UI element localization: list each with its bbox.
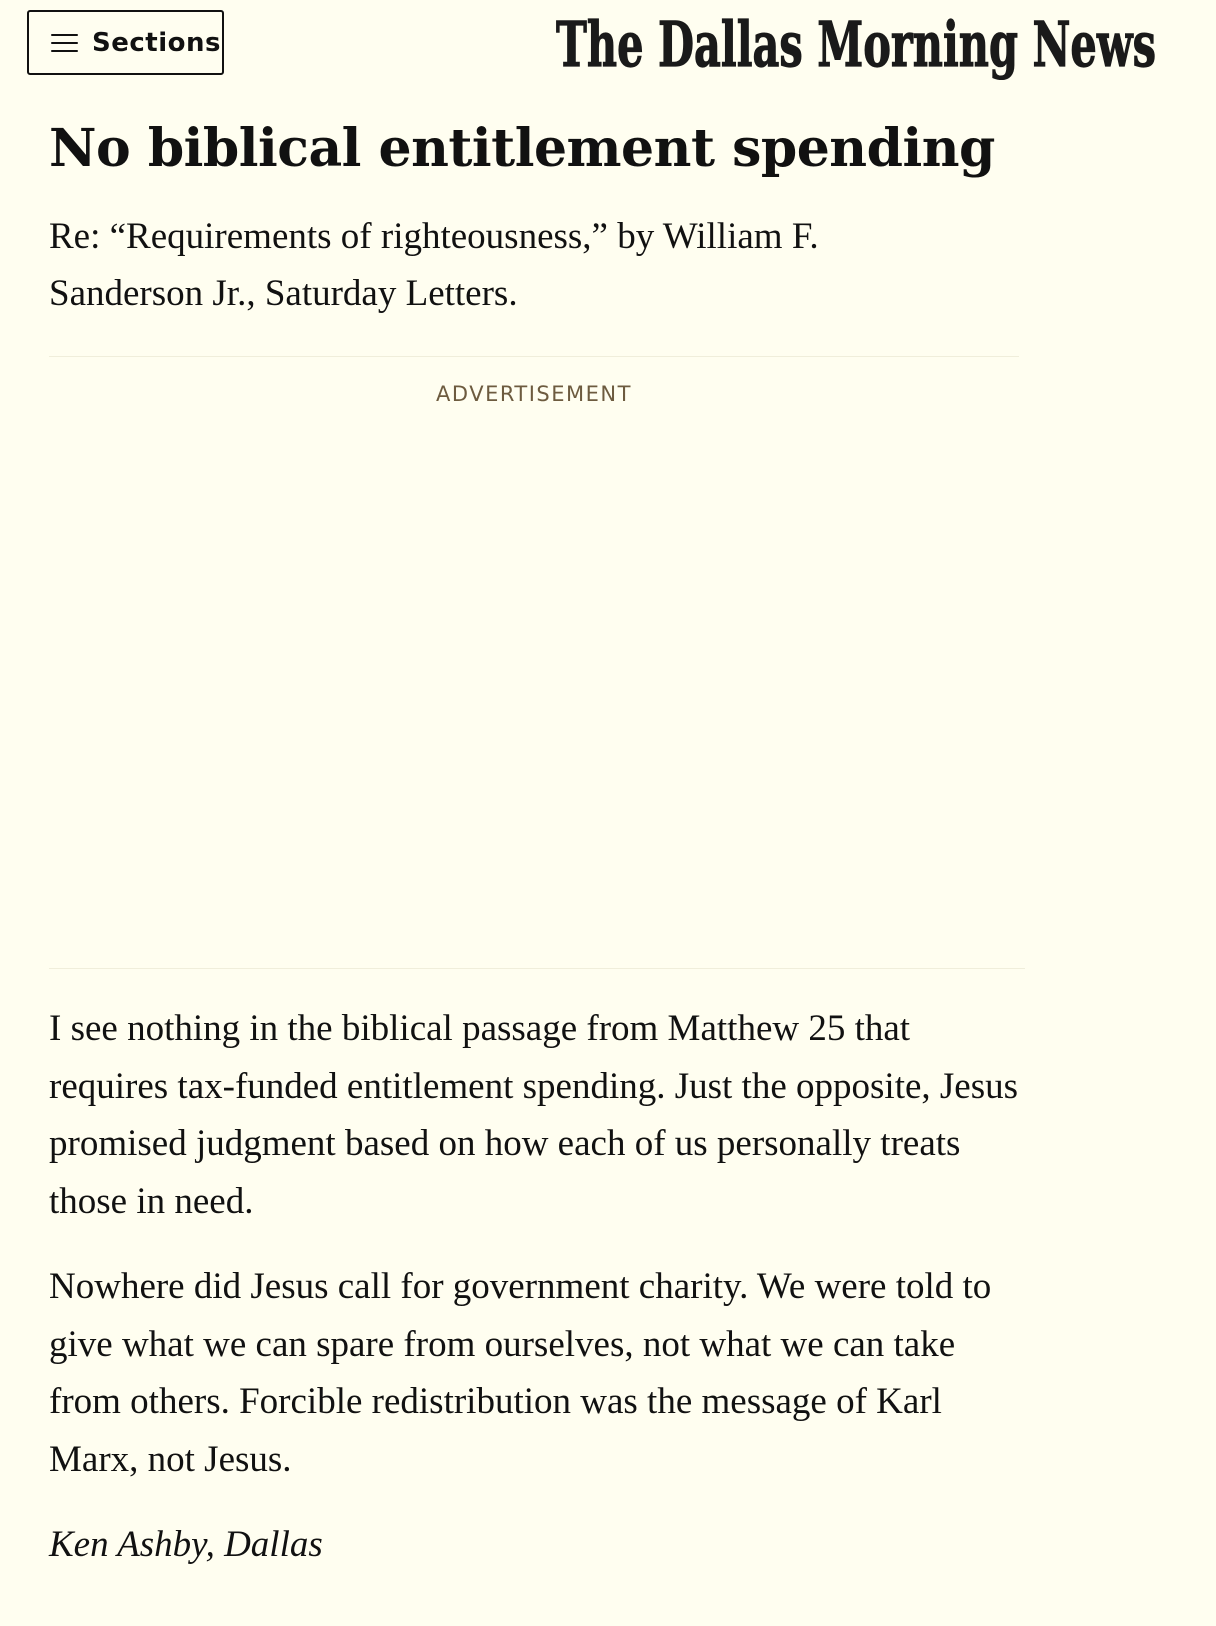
article-intro: Re: “Requirements of righteousness,” by William F. Sanderson Jr., Saturday Letters. (49, 216, 819, 314)
hamburger-icon (51, 34, 78, 52)
body-paragraph: I see nothing in the biblical passage from Matthew 25 that requires tax-funded entitlement spending. Just the opposite, Jesus promised judgment based on how each of us personally treats those in need. (49, 1008, 1019, 1222)
article-body (49, 1000, 1029, 1602)
site-header (0, 0, 1216, 96)
masthead-logo-graphic (556, 12, 1166, 80)
article (49, 110, 1019, 322)
letter-signature: Ken Ashby, Dallas (49, 1524, 323, 1565)
ad-divider-top (49, 356, 1019, 357)
ad-divider-bottom (49, 968, 1025, 969)
advertisement-slot (49, 356, 1025, 970)
advertisement-label: ADVERTISEMENT (436, 382, 632, 406)
masthead-text: The Dallas Morning News (556, 12, 1156, 80)
sections-button-label: Sections (92, 27, 221, 58)
article-headline: No biblical entitlement spending (49, 118, 995, 179)
sections-button[interactable] (27, 10, 224, 75)
body-paragraph: Nowhere did Jesus call for government charity. We were told to give what we can spare from ourselves, not what we can take from others. Forcible redistribution was the message of Karl Marx, not Jesus. (49, 1266, 992, 1480)
masthead-logo[interactable] (556, 12, 1166, 80)
